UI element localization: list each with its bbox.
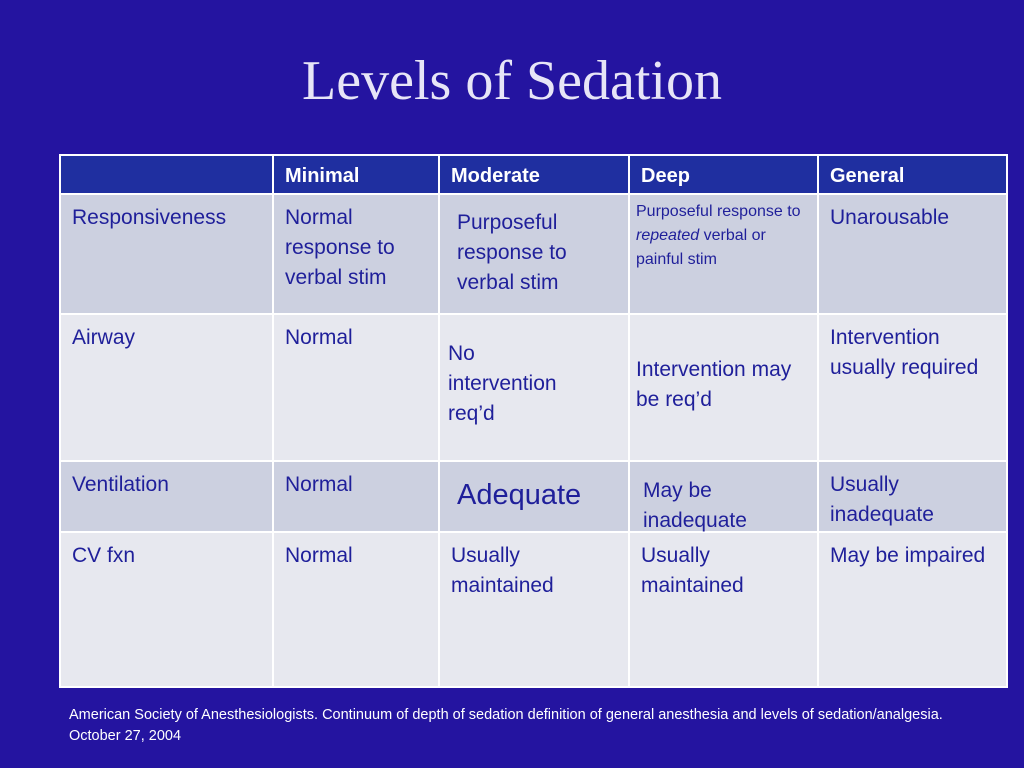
citation-footnote: American Society of Anesthesiologists. Continuum of depth of sedation definition of general anesthesia and levels of sedation/analgesia. October 27, 2004 [69, 707, 943, 744]
row-label-airway: Airway [61, 315, 272, 460]
cell-responsiveness-moderate-wrap [440, 195, 628, 313]
row-label-ventilation: Ventilation [61, 462, 272, 531]
cell-ventilation-minimal: Normal [274, 462, 438, 531]
cell-ventilation-moderate-wrap [440, 462, 628, 531]
table-row-ventilation [59, 462, 1008, 531]
cell-responsiveness-moderate: Purposeful response to verbal stim [457, 211, 567, 294]
sedation-levels-table [59, 154, 1008, 688]
cell-airway-moderate-wrap [440, 315, 628, 460]
cell-responsiveness-deep-wrap [630, 195, 817, 313]
cell-responsiveness-minimal: Normal response to verbal stim [274, 195, 438, 313]
header-cell-empty [61, 156, 272, 193]
cell-responsiveness-general: Unarousable [819, 195, 1006, 313]
cell-cv-deep: Usually maintained [630, 533, 817, 686]
table-row-airway [59, 315, 1008, 460]
row-label-responsiveness: Responsiveness [61, 195, 272, 313]
deep-responsiveness-suffix: verbal or painful stim [636, 227, 766, 268]
cell-ventilation-general: Usually inadequate [819, 462, 1006, 531]
row-label-cv-fxn: CV fxn [61, 533, 272, 686]
deep-responsiveness-prefix: Purposeful response to [636, 203, 801, 220]
cell-airway-moderate: No intervention req’d [448, 342, 557, 425]
cell-airway-deep: Intervention may be req’d [636, 358, 792, 411]
cell-ventilation-deep-wrap [630, 462, 817, 531]
table-row-responsiveness [59, 195, 1008, 313]
cell-airway-minimal: Normal [274, 315, 438, 460]
deep-responsiveness-emphasis: repeated [636, 227, 700, 244]
cell-ventilation-moderate: Adequate [457, 479, 582, 511]
slide-title: Levels of Sedation [302, 50, 722, 112]
table-header-row [59, 156, 1008, 193]
header-cell-general: General [819, 156, 1006, 193]
cell-cv-general: May be impaired [819, 533, 1006, 686]
cell-responsiveness-deep [630, 200, 817, 272]
header-cell-deep: Deep [630, 156, 817, 193]
cell-cv-moderate: Usually maintained [440, 533, 628, 686]
cell-ventilation-deep: May be inadequate [643, 479, 747, 532]
cell-airway-deep-wrap [630, 315, 817, 460]
cell-cv-minimal: Normal [274, 533, 438, 686]
cell-airway-general: Intervention usually required [819, 315, 1006, 460]
table-row-cv-fxn [59, 533, 1008, 686]
header-cell-minimal: Minimal [274, 156, 438, 193]
header-cell-moderate: Moderate [440, 156, 628, 193]
